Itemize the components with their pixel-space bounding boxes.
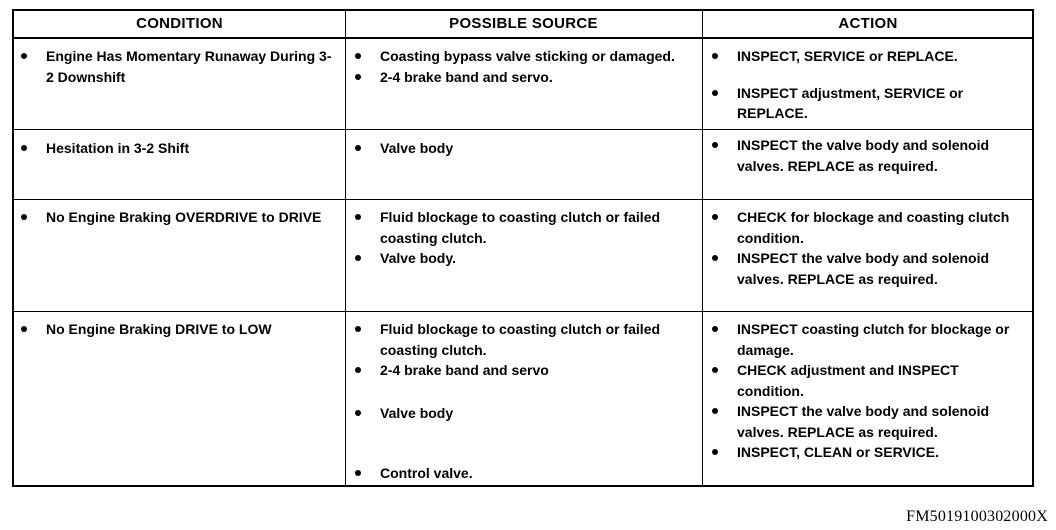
list-item: Engine Has Momentary Runaway During 3-2 Downshift [16, 46, 336, 87]
figure-id: FM5019100302000X [906, 508, 1048, 525]
bullet-icon [712, 142, 718, 148]
bullet-icon [21, 214, 27, 220]
bullet-icon [712, 326, 718, 332]
header-condition: CONDITION [136, 15, 223, 32]
bullet-icon [712, 255, 718, 261]
list-item: 2-4 brake band and servo [350, 360, 690, 381]
bullet-icon [712, 90, 718, 96]
list-item: INSPECT coasting clutch for blockage or damage. [707, 319, 1017, 360]
table-row-3-action [707, 207, 1027, 289]
list-item: No Engine Braking DRIVE to LOW [16, 319, 336, 340]
column-divider [345, 11, 346, 485]
bullet-icon [355, 214, 361, 220]
row-divider [14, 199, 1032, 200]
bullet-icon [712, 408, 718, 414]
list-item: INSPECT the valve body and solenoid valves. REPLACE as required. [707, 248, 1027, 289]
bullet-icon [712, 214, 718, 220]
table-row-4-action [707, 319, 1017, 463]
table-row-2-source [350, 138, 690, 159]
list-item: Valve body. [350, 248, 690, 269]
bullet-icon [712, 367, 718, 373]
bullet-icon [355, 470, 361, 476]
table-row-1-condition [16, 46, 336, 87]
bullet-icon [355, 145, 361, 151]
bullet-icon [355, 255, 361, 261]
bullet-icon [355, 74, 361, 80]
table-row-2-action [707, 135, 1007, 176]
bullet-icon [21, 145, 27, 151]
header-divider [14, 37, 1032, 39]
row-divider [14, 311, 1032, 312]
table-row-3-condition [16, 207, 336, 228]
list-item: INSPECT adjustment, SERVICE or REPLACE. [707, 83, 1019, 124]
list-item: INSPECT the valve body and solenoid valves. REPLACE as required. [707, 401, 1017, 442]
list-item: Hesitation in 3-2 Shift [16, 138, 336, 159]
list-item: Valve body [350, 138, 690, 159]
list-item: Control valve. [350, 463, 690, 484]
bullet-icon [355, 53, 361, 59]
bullet-icon [355, 410, 361, 416]
row-divider [14, 129, 1032, 130]
list-item: No Engine Braking OVERDRIVE to DRIVE [16, 207, 336, 228]
bullet-icon [355, 367, 361, 373]
list-item: Coasting bypass valve sticking or damaged. [350, 46, 690, 67]
list-item: 2-4 brake band and servo. [350, 67, 690, 88]
bullet-icon [712, 449, 718, 455]
bullet-icon [355, 326, 361, 332]
list-item: INSPECT, SERVICE or REPLACE. [707, 46, 1019, 67]
table-row-4-source [350, 319, 690, 484]
list-item: INSPECT the valve body and solenoid valves. REPLACE as required. [707, 135, 1007, 176]
header-source: POSSIBLE SOURCE [449, 15, 598, 32]
list-item: INSPECT, CLEAN or SERVICE. [707, 442, 1017, 463]
bullet-icon [712, 53, 718, 59]
table-row-4-condition [16, 319, 336, 340]
table-row-1-action [707, 46, 1019, 124]
bullet-icon [21, 53, 27, 59]
bullet-icon [21, 326, 27, 332]
list-item: Fluid blockage to coasting clutch or failed coasting clutch. [350, 207, 690, 248]
diagnosis-table [12, 9, 1034, 487]
table-row-3-source [350, 207, 690, 269]
table-row-2-condition [16, 138, 336, 159]
list-item: CHECK adjustment and INSPECT condition. [707, 360, 1017, 401]
header-action: ACTION [838, 15, 898, 32]
list-item: Fluid blockage to coasting clutch or failed coasting clutch. [350, 319, 690, 360]
list-item: CHECK for blockage and coasting clutch condition. [707, 207, 1027, 248]
list-item: Valve body [350, 403, 690, 424]
column-divider [702, 11, 703, 485]
table-row-1-source [350, 46, 690, 87]
